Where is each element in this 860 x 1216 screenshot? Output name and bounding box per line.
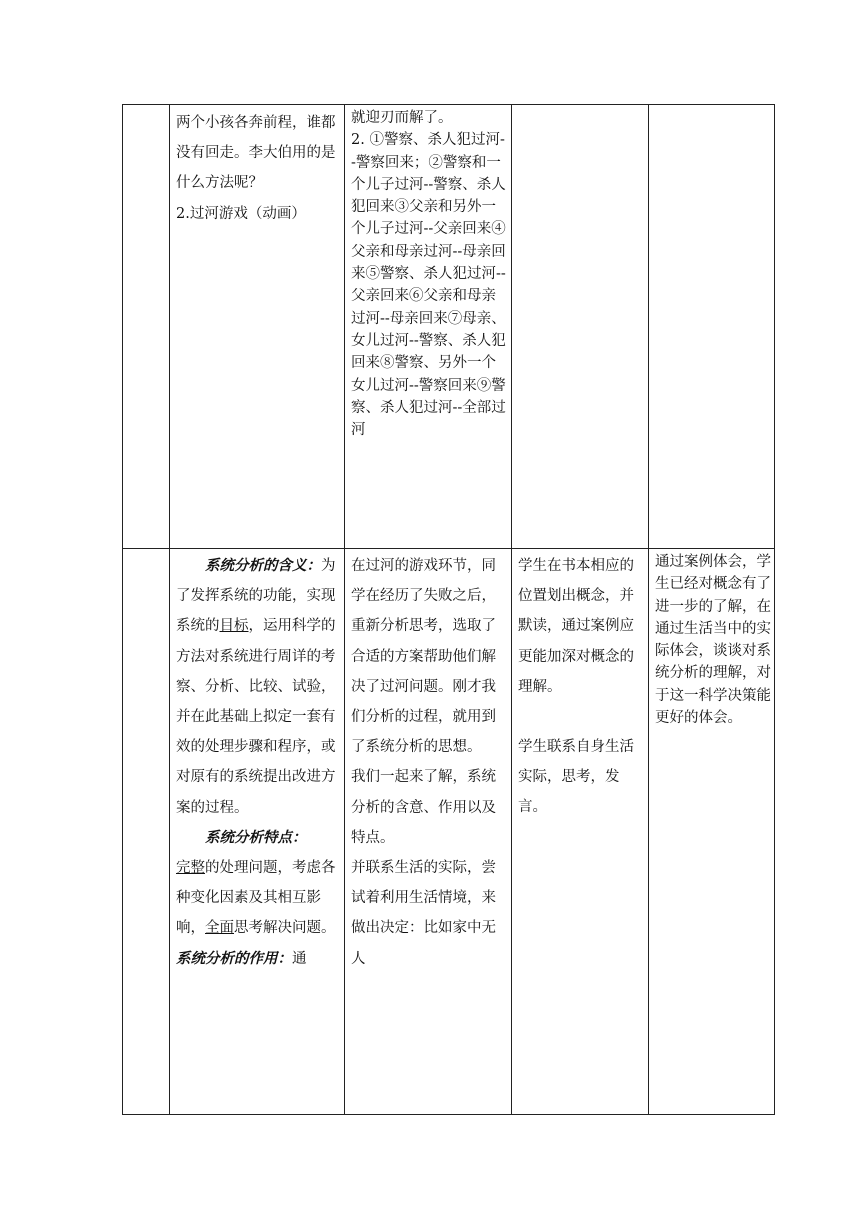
student-activity-cell bbox=[345, 105, 512, 549]
student-answer-intro: 就迎刃而解了。 bbox=[351, 110, 453, 126]
design-intent: 通过案例体会，学生已经对概念有了进一步的了解，在通过生活当中的实际体会，谈谈对系统分析的理解，对于这一科学决策能更好的体会。 bbox=[655, 554, 771, 727]
table-row bbox=[123, 105, 775, 549]
role-heading: 系统分析的作用： bbox=[176, 949, 292, 967]
teacher-paragraph: 在过河的游戏环节，同学在经历了失败之后，重新分析思考，选取了合适的方案帮助他们解决了过河问题。刚才我们分析的过程，就用到了系统分析的思想。 bbox=[351, 558, 496, 756]
overall-term: 全面 bbox=[205, 920, 234, 937]
table-cell-empty bbox=[649, 105, 775, 549]
student-activity-cell bbox=[512, 549, 649, 1115]
teacher-explanation-cell bbox=[345, 549, 512, 1115]
table-cell-empty bbox=[512, 105, 649, 549]
river-crossing-steps: 2. ①警察、杀人犯过河--警察回来；②警察和一个儿子过河--警察、杀人犯回来③父亲和另外一个儿子过河--父亲回来④父亲和母亲过河--母亲回来⑤警察、杀人犯过河--父亲回来⑥父亲和母亲过河--母亲回来⑦母亲、女儿过河--警察、杀人犯回来⑧警察、另外一个女儿过河--警察回来⑨警察、杀人犯过河--全部过河 bbox=[351, 132, 506, 439]
teacher-paragraph: 并联系生活的实际，尝试着利用生活情境，来做出决定：比如家中无人 bbox=[351, 860, 496, 967]
table-cell-empty bbox=[123, 105, 170, 549]
meaning-heading: 系统分析的含义： bbox=[205, 557, 321, 574]
design-intent-cell bbox=[649, 549, 775, 1115]
table-cell-empty bbox=[123, 549, 170, 1115]
spacer bbox=[518, 702, 644, 732]
activity-game: 2.过河游戏（动画） bbox=[176, 205, 306, 222]
student-paragraph: 学生在书本相应的位置划出概念，并默读，通过案例应更能加深对概念的理解。 bbox=[518, 558, 634, 695]
table-row bbox=[123, 549, 775, 1115]
lesson-plan-table bbox=[122, 104, 775, 1115]
concept-cell bbox=[170, 549, 345, 1115]
complete-term: 完整 bbox=[176, 860, 205, 877]
features-heading: 系统分析特点： bbox=[205, 828, 307, 846]
teacher-paragraph: 我们一起来了解，系统分析的含意、作用以及特点。 bbox=[351, 769, 496, 846]
teacher-activity-cell bbox=[170, 105, 345, 549]
goal-term: 目标 bbox=[219, 618, 249, 635]
activity-question: 两个小孩各奔前程，谁都没有回走。李大伯用的是什么方法呢？ bbox=[176, 115, 336, 192]
meaning-paragraph: 系统分析的含义：为了发挥系统的功能，实现系统的目标，运用科学的方法对系统进行周详的考察、分析、比较、试验，并在此基础上拟定一套有效的处理步骤和程序，或对原有的系统提出改进方案的过程。 bbox=[176, 557, 336, 816]
features-heading-line bbox=[176, 823, 340, 853]
role-paragraph: 系统分析的作用：通 bbox=[176, 949, 307, 967]
features-paragraph: 完整的处理问题，考虑各种变化因素及其相互影响，全面思考解决问题。 bbox=[176, 860, 336, 937]
student-paragraph: 学生联系自身生活实际，思考，发言。 bbox=[518, 739, 634, 816]
